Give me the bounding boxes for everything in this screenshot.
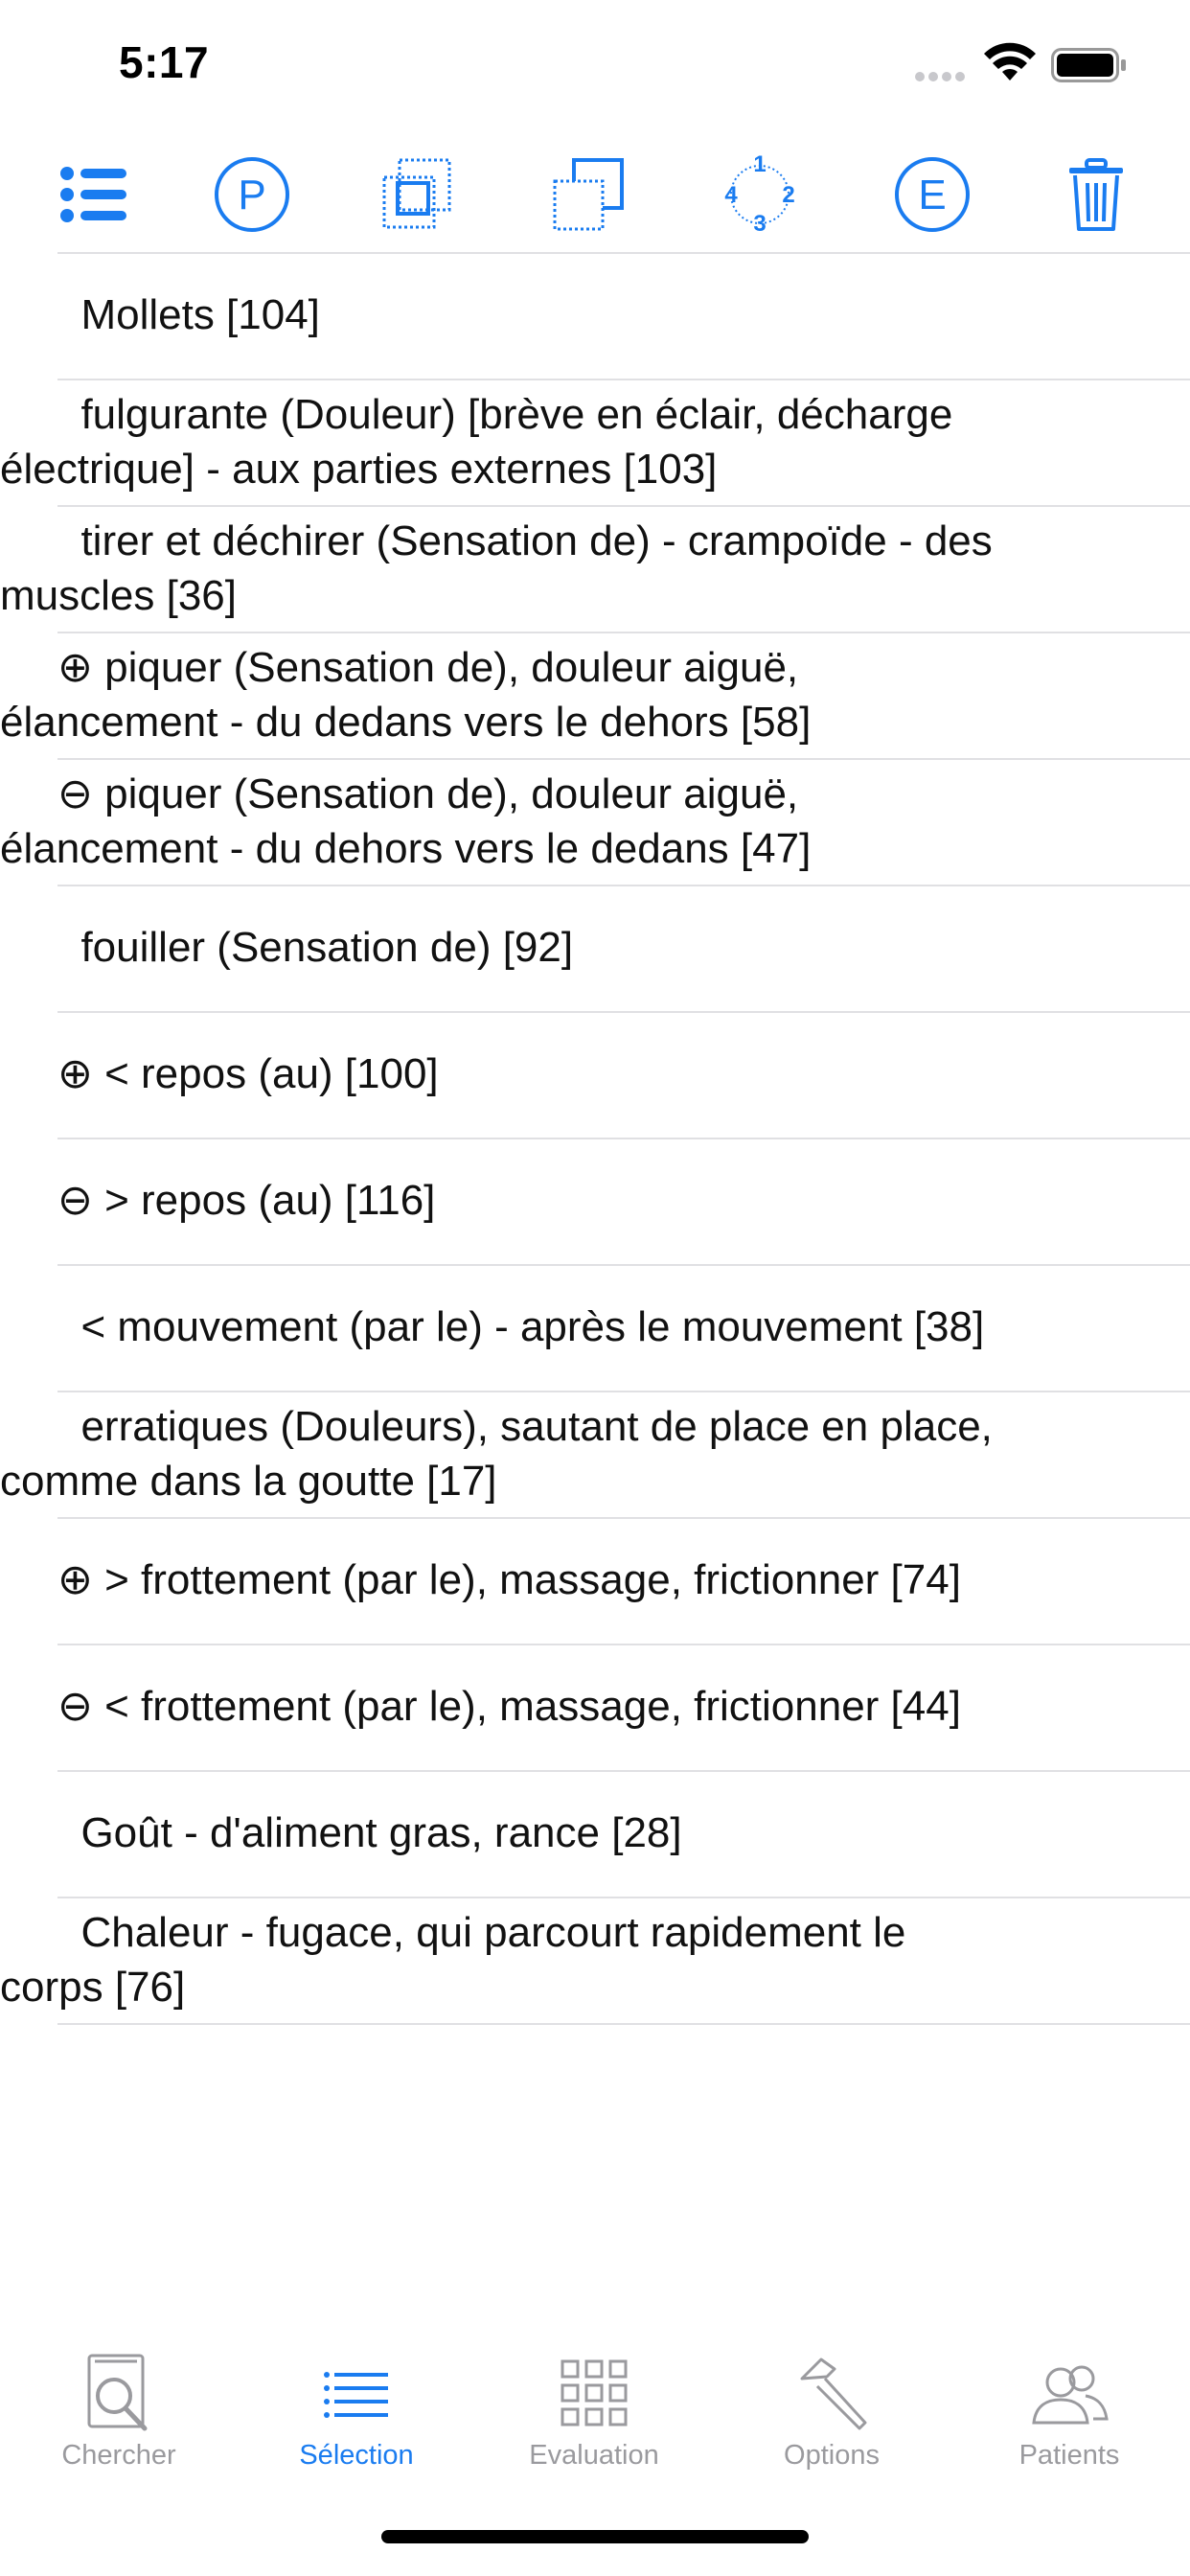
list-item[interactable] [0, 514, 1169, 623]
row-divider [57, 1770, 1190, 1772]
p-circle-icon [212, 154, 292, 235]
status-bar [0, 0, 1190, 134]
list-item-text-line2: élancement - du dehors vers le dedans [47] [0, 825, 812, 872]
row-divider [57, 2023, 1190, 2025]
tab-selection-label: Sélection [299, 2440, 414, 2471]
tab-selection[interactable] [238, 2329, 475, 2482]
list-item[interactable] [0, 1905, 1169, 2014]
row-divider [57, 252, 1190, 254]
list-item-text: > repos (au) [116] [104, 1177, 436, 1224]
row-divider [57, 1644, 1190, 1645]
minus-circle-icon: ⊖ [57, 770, 93, 817]
list-item-text: piquer (Sensation de), douleur aiguë, [104, 644, 799, 691]
tab-patients-label: Patients [1018, 2440, 1120, 2471]
tab-options[interactable] [713, 2329, 950, 2482]
list-item[interactable] [57, 1173, 1169, 1228]
list-item-text: fouiller (Sensation de) [92] [80, 924, 574, 971]
row-divider [57, 1138, 1190, 1139]
hammer-icon [789, 2350, 875, 2436]
list-item-text: Chaleur - fugace, qui parcourt rapidement le [80, 1909, 906, 1956]
list-item-text: > frottement (par le), massage, frictionner [74] [104, 1556, 961, 1603]
list-item-text-line2: électrique] - aux parties externes [103] [0, 446, 718, 493]
numbering-button[interactable] [717, 151, 803, 238]
list-item-text: < repos (au) [100] [104, 1050, 439, 1097]
list-item-text: tirer et déchirer (Sensation de) - crampoïde - des [80, 518, 993, 564]
list-item[interactable] [0, 767, 1169, 876]
list-item-text: < mouvement (par le) - après le mouvement [38] [80, 1303, 985, 1350]
tab-options-label: Options [784, 2440, 880, 2471]
e-letter: E [918, 172, 947, 218]
list-item[interactable] [0, 640, 1169, 749]
dashed-square-icon [377, 154, 457, 235]
list-item[interactable] [57, 1046, 1169, 1101]
list-item-text-line2: élancement - du dedans vers le dehors [58] [0, 699, 812, 746]
list-item-text: Goût - d'aliment gras, rance [28] [80, 1809, 682, 1856]
list-item[interactable] [57, 1300, 1169, 1354]
list-item[interactable] [57, 288, 1169, 342]
list-item[interactable] [57, 1552, 1169, 1607]
battery-icon [1051, 48, 1128, 82]
people-icon [1026, 2350, 1112, 2436]
list-item[interactable] [57, 1679, 1169, 1734]
book-search-icon [76, 2350, 162, 2436]
tab-bar [0, 2329, 1190, 2482]
list-button[interactable] [51, 151, 137, 238]
list-item-text: Mollets [104] [80, 291, 320, 338]
plus-circle-icon: ⊕ [57, 1556, 93, 1603]
list-item[interactable] [0, 1399, 1169, 1508]
home-indicator [381, 2530, 809, 2543]
row-divider [57, 632, 1190, 633]
e-button[interactable] [889, 151, 975, 238]
list-item-text-line2: comme dans la goutte [17] [0, 1458, 497, 1505]
list-item-text-line2: muscles [36] [0, 572, 237, 619]
p-button[interactable] [209, 151, 295, 238]
tab-patients[interactable] [950, 2329, 1188, 2482]
list-item-text-line2: corps [76] [0, 1964, 186, 2011]
row-divider [57, 1517, 1190, 1519]
tab-chercher[interactable] [0, 2329, 238, 2482]
list-item-text: < frottement (par le), massage, frictionner [44] [104, 1683, 961, 1730]
num-4: 4 [724, 182, 738, 208]
row-divider [57, 885, 1190, 886]
minus-circle-icon: ⊖ [57, 1177, 93, 1224]
list-item-text: piquer (Sensation de), douleur aiguë, [104, 770, 799, 817]
duplicate-button[interactable] [544, 151, 630, 238]
toolbar [0, 134, 1190, 253]
tab-evaluation-label: Evaluation [529, 2440, 659, 2471]
select-area-button[interactable] [374, 151, 460, 238]
num-3: 3 [753, 211, 767, 235]
plus-circle-icon: ⊕ [57, 1050, 93, 1097]
row-divider [57, 1897, 1190, 1898]
row-divider [57, 1011, 1190, 1013]
num-2: 2 [782, 182, 795, 208]
list-item[interactable] [57, 1806, 1169, 1860]
list-item-text: fulgurante (Douleur) [brève en éclair, décharge [80, 391, 953, 438]
duplicate-squares-icon [547, 154, 628, 235]
list-icon [54, 154, 134, 235]
row-divider [57, 758, 1190, 760]
num-1: 1 [753, 154, 767, 177]
list-item[interactable] [57, 920, 1169, 975]
grid-icon [551, 2350, 637, 2436]
row-divider [57, 379, 1190, 380]
minus-circle-icon: ⊖ [57, 1683, 93, 1730]
list-icon [313, 2350, 400, 2436]
trash-icon [1056, 154, 1136, 235]
list-item-text: erratiques (Douleurs), sautant de place en place, [80, 1403, 993, 1450]
list-item[interactable] [0, 387, 1169, 496]
row-divider [57, 1264, 1190, 1266]
e-circle-icon [892, 154, 973, 235]
p-letter: P [238, 172, 266, 218]
row-divider [57, 505, 1190, 507]
cellular-signal-icon [915, 69, 973, 82]
plus-circle-icon: ⊕ [57, 644, 93, 691]
delete-button[interactable] [1053, 151, 1139, 238]
status-time: 5:17 [119, 37, 210, 87]
wifi-icon [983, 42, 1037, 82]
tab-evaluation[interactable] [475, 2329, 713, 2482]
numbered-circle-icon [720, 154, 800, 235]
row-divider [57, 1391, 1190, 1392]
tab-chercher-label: Chercher [61, 2440, 176, 2471]
